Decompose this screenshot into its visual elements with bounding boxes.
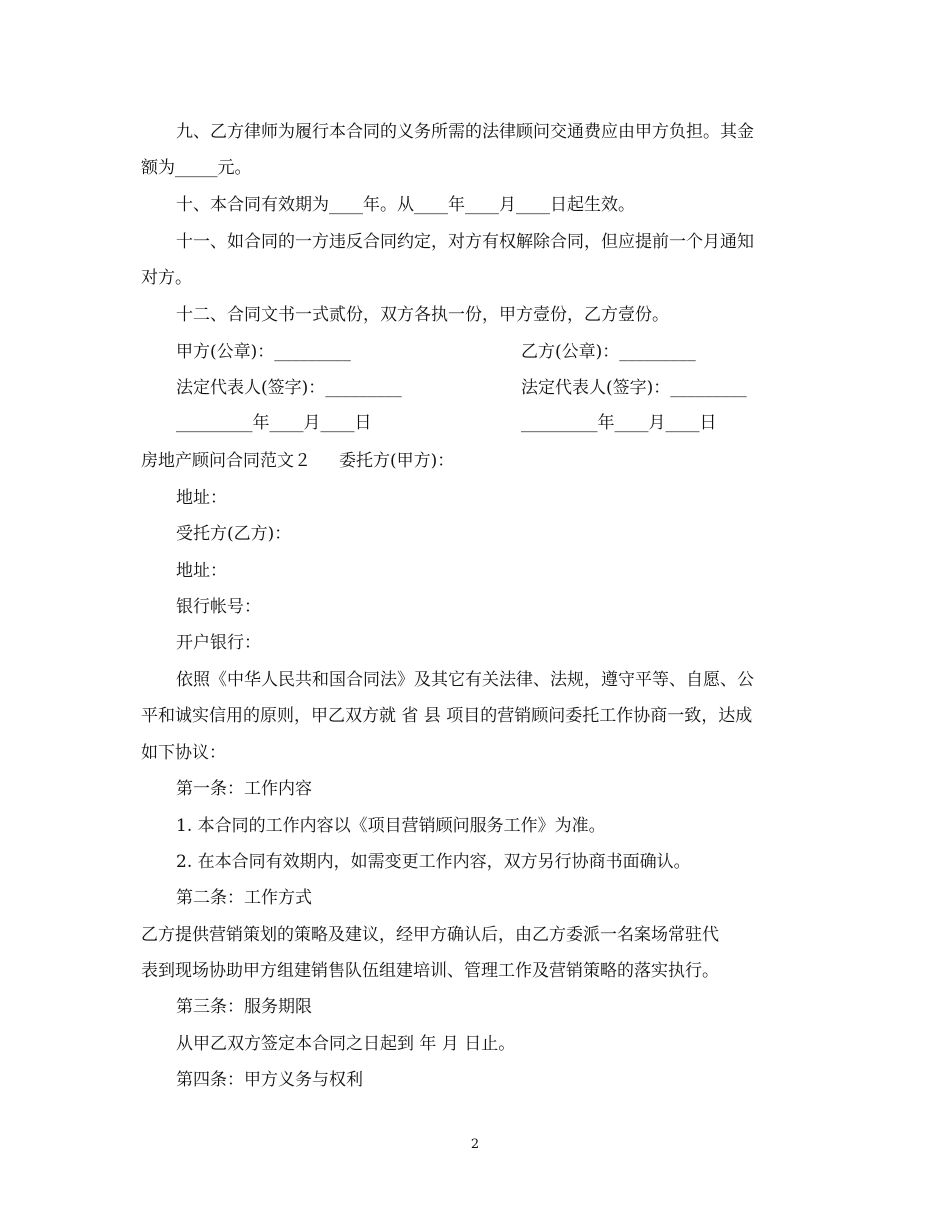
party-a-date: _________年____月____日 bbox=[176, 413, 372, 433]
paragraph-line: 如下协议： bbox=[141, 743, 226, 763]
trustee-address-label: 地址： bbox=[176, 561, 227, 581]
article-heading: 第二条：工作方式 bbox=[176, 888, 312, 908]
party-b-seal: 乙方(公章)：_________ bbox=[521, 342, 696, 362]
article-heading: 第一条：工作内容 bbox=[176, 779, 312, 799]
paragraph-line: 依照《中华人民共和国合同法》及其它有关法律、法规，遵守平等、自愿、公 bbox=[176, 670, 754, 690]
party-b-representative: 法定代表人(签字)：_________ bbox=[521, 378, 747, 398]
party-a-seal: 甲方(公章)：_________ bbox=[176, 342, 351, 362]
paragraph-line: 从甲乙双方签定本合同之日起到 年 月 日止。 bbox=[176, 1034, 516, 1054]
paragraph-line: 对方。 bbox=[141, 268, 192, 288]
bank-name-label: 开户银行： bbox=[176, 633, 261, 653]
paragraph-line: 十、本合同有效期为____年。从____年____月____日起生效。 bbox=[176, 195, 635, 215]
paragraph-line: 十一、如合同的一方违反合同约定，对方有权解除合同，但应提前一个月通知 bbox=[176, 232, 754, 252]
party-b-date: _________年____月____日 bbox=[521, 413, 717, 433]
paragraph-line: 表到现场协助甲方组建销售队伍组建培训、管理工作及营销策略的落实执行。 bbox=[141, 961, 719, 981]
article-heading: 第四条：甲方义务与权利 bbox=[176, 1070, 363, 1090]
paragraph-line: 九、乙方律师为履行本合同的义务所需的法律顾问交通费应由甲方负担。其金 bbox=[176, 122, 754, 142]
paragraph-line: 额为_____元。 bbox=[141, 158, 252, 178]
paragraph-line: 平和诚实信用的原则，甲乙双方就 省 县 项目的营销顾问委托工作协商一致，达成 bbox=[141, 706, 753, 726]
second-contract-title: 房地产顾问合同范文２ bbox=[141, 451, 311, 471]
second-contract-heading bbox=[141, 450, 454, 472]
list-item: 2. 在本合同有效期内，如需变更工作内容，双方另行协商书面确认。 bbox=[176, 852, 691, 872]
trustee-label: 受托方(乙方)： bbox=[176, 524, 292, 544]
list-item: 1. 本合同的工作内容以《项目营销顾问服务工作》为准。 bbox=[176, 816, 606, 836]
article-heading: 第三条：服务期限 bbox=[176, 997, 312, 1017]
page-number: 2 bbox=[470, 1137, 480, 1152]
bank-account-label: 银行帐号： bbox=[176, 597, 261, 617]
client-address-label: 地址： bbox=[176, 488, 227, 508]
paragraph-line: 十二、合同文书一式贰份，双方各执一份，甲方壹份，乙方壹份。 bbox=[176, 305, 669, 325]
paragraph-line: 乙方提供营销策划的策略及建议，经甲方确认后，由乙方委派一名案场常驻代 bbox=[141, 925, 719, 945]
client-label: 委托方(甲方)： bbox=[339, 451, 455, 471]
party-a-representative: 法定代表人(签字)：_________ bbox=[176, 378, 402, 398]
